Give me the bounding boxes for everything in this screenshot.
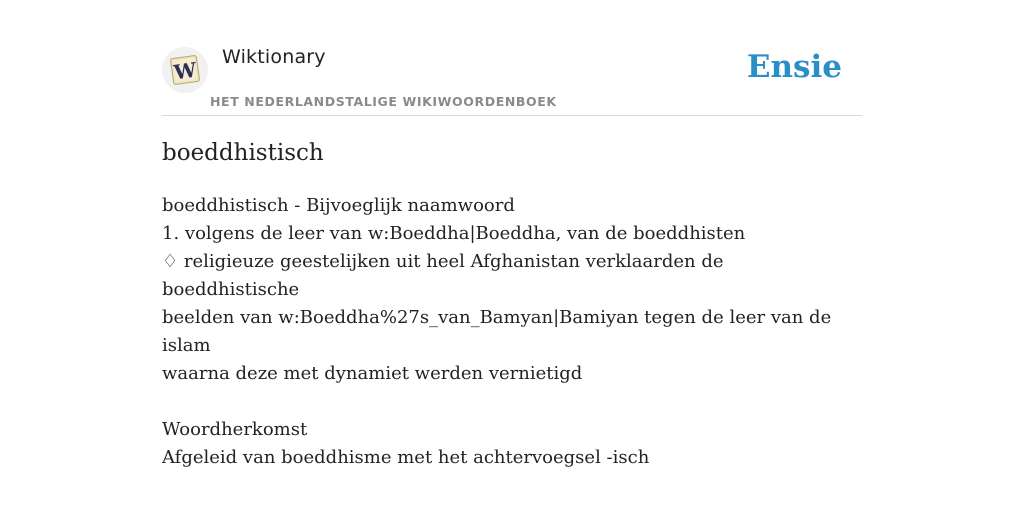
example-line-3: waarna deze met dynamiet werden vernietigd [162,363,583,384]
example-line-2: beelden van w:Boeddha%27s_van_Bamyan|Bamiyan tegen de leer van de islam [162,307,832,356]
wiktionary-logo-icon[interactable] [162,47,208,93]
definition-line: 1. volgens de leer van w:Boeddha|Boeddha, van de boeddhisten [162,223,746,244]
logo-letter: W [172,57,198,85]
site-name[interactable]: Wiktionary [222,46,326,68]
example-line-1: ♢ religieuze geestelijken uit heel Afghanistan verklaarden de boeddhistische [162,251,724,300]
wiktionary-tile-icon [162,47,208,93]
etymology-heading: Woordherkomst [162,419,308,440]
ensie-brand-link[interactable]: Ensie [746,49,842,85]
site-header [162,44,862,116]
site-tagline: HET NEDERLANDSTALIGE WIKIWOORDENBOEK [210,94,557,109]
part-of-speech-line: boeddhistisch - Bijvoeglijk naamwoord [162,195,515,216]
entry-title: boeddhistisch [162,140,324,166]
entry-content [162,192,852,472]
etymology-text: Afgeleid van boeddhisme met het achtervoegsel -isch [162,447,650,468]
paragraph-spacer [162,388,852,416]
